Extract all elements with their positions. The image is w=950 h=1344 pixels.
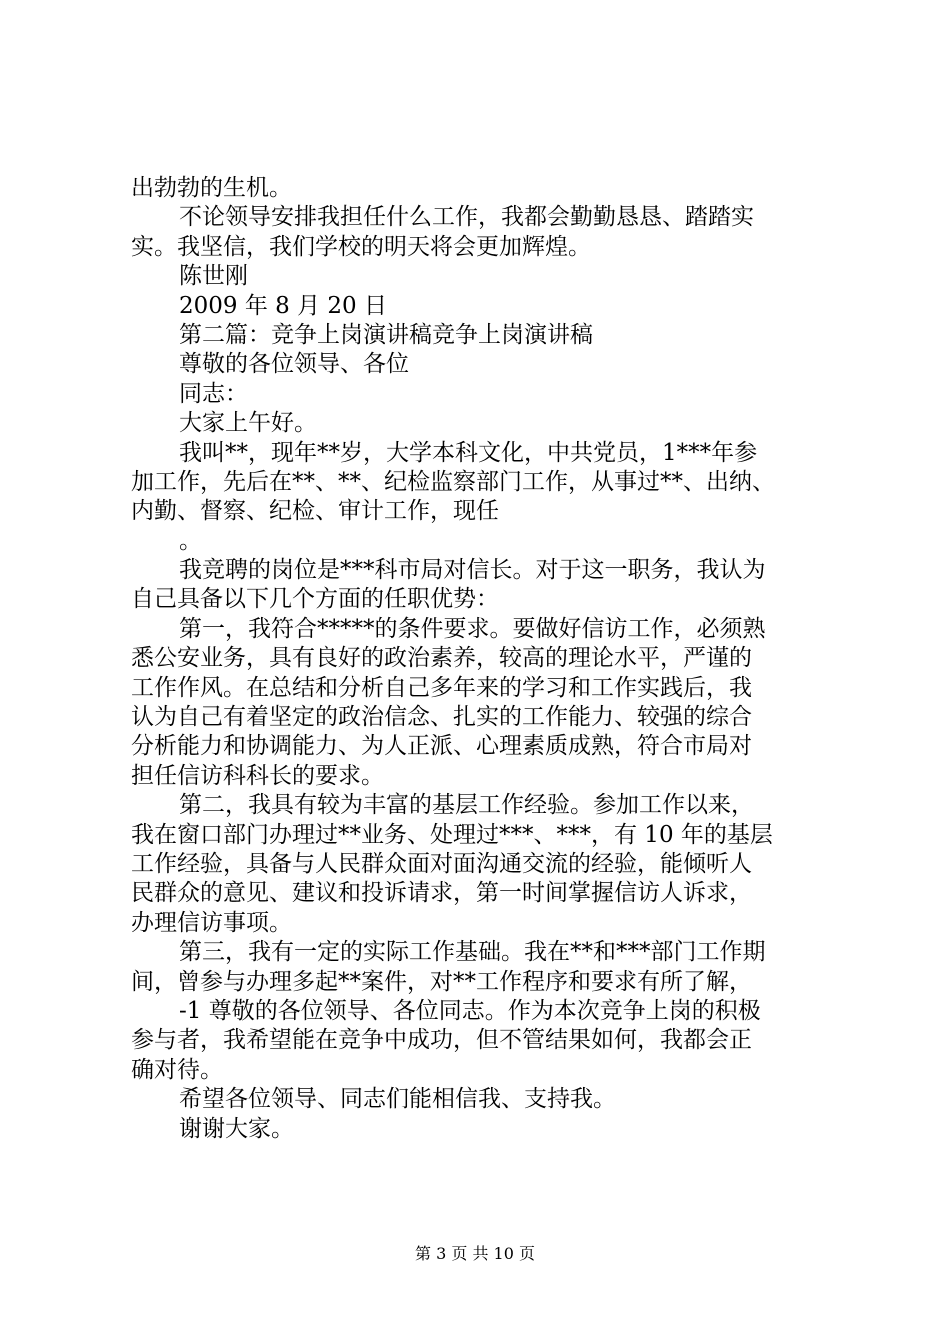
text-line: 希望各位领导、同志们能相信我、支持我。 — [179, 1086, 616, 1113]
text-line: 分析能力和协调能力、为人正派、心理素质成熟，符合市局对 — [131, 733, 752, 760]
text-line: 第二篇：竞争上岗演讲稿竞争上岗演讲稿 — [179, 321, 593, 348]
text-line: 工作作风。在总结和分析自己多年来的学习和工作实践后，我 — [131, 674, 752, 701]
text-line: 认为自己有着坚定的政治信念、扎实的工作能力、较强的综合 — [131, 704, 752, 731]
text-line: 参与者，我希望能在竞争中成功，但不管结果如何，我都会正 — [131, 1027, 752, 1054]
text-line: 第二，我具有较为丰富的基层工作经验。参加工作以来， — [179, 792, 754, 819]
text-line: -1 尊敬的各位领导、各位同志。作为本次竞争上岗的积极 — [179, 997, 761, 1024]
text-line: 我在窗口部门办理过**业务、处理过***、***，有 10 年的基层 — [131, 821, 773, 848]
text-line: 担任信访科科长的要求。 — [131, 762, 384, 789]
text-line: 尊敬的各位领导、各位 — [179, 351, 409, 378]
page-footer: 第 3 页 共 10 页 — [415, 1244, 535, 1263]
text-line: 悉公安业务，具有良好的政治素养，较高的理论水平，严谨的 — [131, 645, 752, 672]
text-line: 实。我坚信，我们学校的明天将会更加辉煌。 — [131, 233, 591, 260]
text-line: 我叫**，现年**岁，大学本科文化，中共党员，1***年参 — [179, 439, 758, 466]
text-line: 大家上午好。 — [179, 410, 317, 437]
text-line: 出勃勃的生机。 — [131, 175, 292, 201]
text-line: 确对待。 — [131, 1056, 223, 1083]
text-line: 陈世刚 — [179, 263, 248, 290]
text-line: 第三，我有一定的实际工作基础。我在**和***部门工作期 — [179, 939, 766, 966]
text-line: 谢谢大家。 — [179, 1115, 294, 1142]
text-line: 2009 年 8 月 20 日 — [179, 292, 387, 319]
text-line: 内勤、督察、纪检、审计工作，现任 — [131, 498, 499, 525]
text-line: 我竞聘的岗位是***科市局对信长。对于这一职务，我认为 — [179, 557, 766, 584]
text-line: 自己具备以下几个方面的任职优势： — [131, 586, 499, 613]
text-line: 加工作，先后在**、**、纪检监察部门工作，从事过**、出纳、 — [131, 468, 775, 495]
text-line: 工作经验，具备与人民群众面对面沟通交流的经验，能倾听人 — [131, 850, 752, 877]
text-line: 民群众的意见、建议和投诉请求，第一时间掌握信访人诉求， — [131, 880, 752, 907]
text-line: 。 — [179, 527, 202, 554]
text-line: 第一，我符合*****的条件要求。要做好信访工作，必须熟 — [179, 615, 766, 642]
text-line: 不论领导安排我担任什么工作，我都会勤勤恳恳、踏踏实 — [179, 204, 754, 231]
document-body — [131, 174, 831, 1144]
text-line: 同志： — [179, 380, 248, 407]
text-line: 间，曾参与办理多起**案件，对**工作程序和要求有所了解， — [131, 968, 752, 995]
text-line: 办理信访事项。 — [131, 909, 292, 936]
